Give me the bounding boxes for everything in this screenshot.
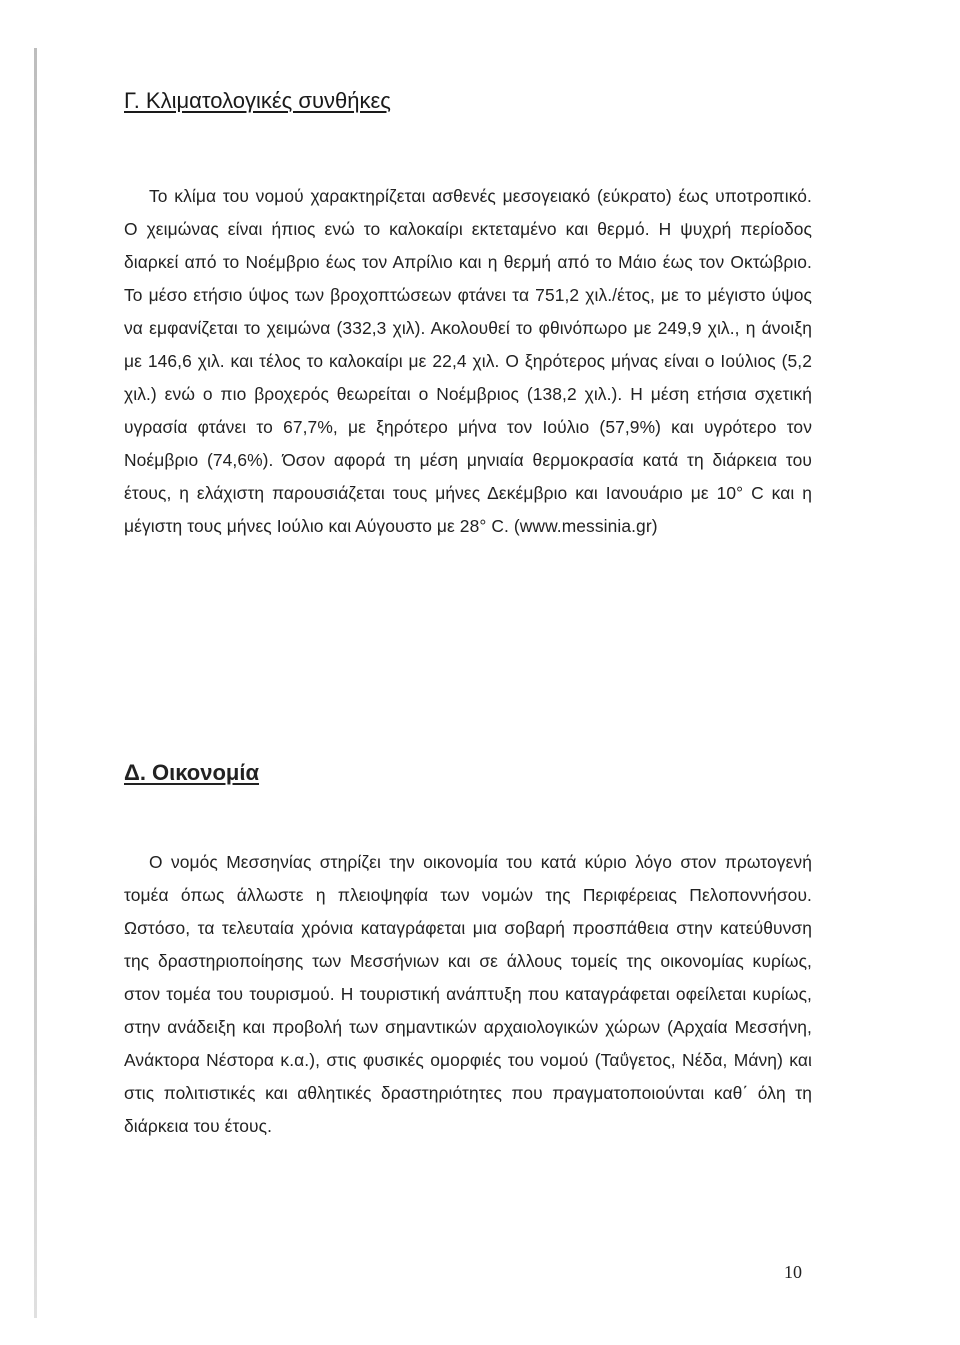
climate-heading: Γ. Κλιματολογικές συνθήκες — [124, 88, 391, 113]
climate-paragraph: Το κλίμα του νομού χαρακτηρίζεται ασθενές μεσογειακό (εύκρατο) έως υποτροπικό. Ο χειμώνας είναι ήπιος ενώ το καλοκαίρι εκτεταμένο και θερμό. Η ψυχρή περίοδος διαρκεί από το Νοέμβριο έως τον Απρίλιο και η θερμή από το Μάιο έως τον Οκτώβριο. Το μέσο ετήσιο ύψος των βροχοπτώσεων φτάνει τα 751,2 χιλ./έτος, με το μέγιστο ύψος να εμφανίζεται το χειμώνα (332,3 χιλ). Ακολουθεί το φθινόπωρο με 249,9 χιλ., η άνοιξη με 146,6 χιλ. και τέλος το καλοκαίρι με 22,4 χιλ. Ο ξηρότερος μήνας είναι ο Ιούλιος (5,2 χιλ.) ενώ ο πιο βροχερός θεωρείται ο Νοέμβριος (138,2 χιλ.). Η μέση ετήσια σχετική υγρασία φτάνει το 67,7%, με ξηρότερο μήνα τον Ιούλιο (57,9%) και υγρότερο τον Νοέμβριο (74,6%). Όσον αφορά τη μέση μηνιαία θερμοκρασία κατά τη διάρκεια του έτους, η ελάχιστη παρουσιάζεται τους μήνες Δεκέμβριο και Ιανουάριο με 10° C και η μέγιστη τους μήνες Ιούλιο και Αύγουστο με 28° C. (www.messinia.gr) — [124, 186, 812, 536]
economy-heading: Δ. Οικονομία — [124, 760, 260, 785]
page-number: 10 — [784, 1262, 802, 1282]
climate-section — [124, 88, 812, 114]
climate-body — [124, 180, 812, 543]
economy-body — [124, 846, 812, 1143]
economy-paragraph: Ο νομός Μεσσηνίας στηρίζει την οικονομία του κατά κύριο λόγο στον πρωτογενή τομέα όπως άλλωστε η πλειοψηφία των νομών της Περιφέρειας Πελοποννήσου. Ωστόσο, τα τελευταία χρόνια καταγράφεται μια σοβαρή προσπάθεια στην κατεύθυνση της δραστηριοποίησης των Μεσσήνιων και σε άλλους τομείς της οικονομίας κυρίως, στον τομέα του τουρισμού. Η τουριστική ανάπτυξη που καταγράφεται οφείλεται κυρίως, στην ανάδειξη και προβολή των σημαντικών αρχαιολογικών χώρων (Αρχαία Μεσσήνη, Ανάκτορα Νέστορα κ.α.), στις φυσικές ομορφιές του νομού (Ταΰγετος, Νέδα, Μάνη) και στις πολιτιστικές και αθλητικές δραστηριότητες που πραγματοποιούνται καθ΄ όλη τη διάρκεια του έτους. — [124, 852, 812, 1136]
economy-section — [124, 760, 812, 786]
scan-edge-shadow — [34, 48, 37, 1318]
